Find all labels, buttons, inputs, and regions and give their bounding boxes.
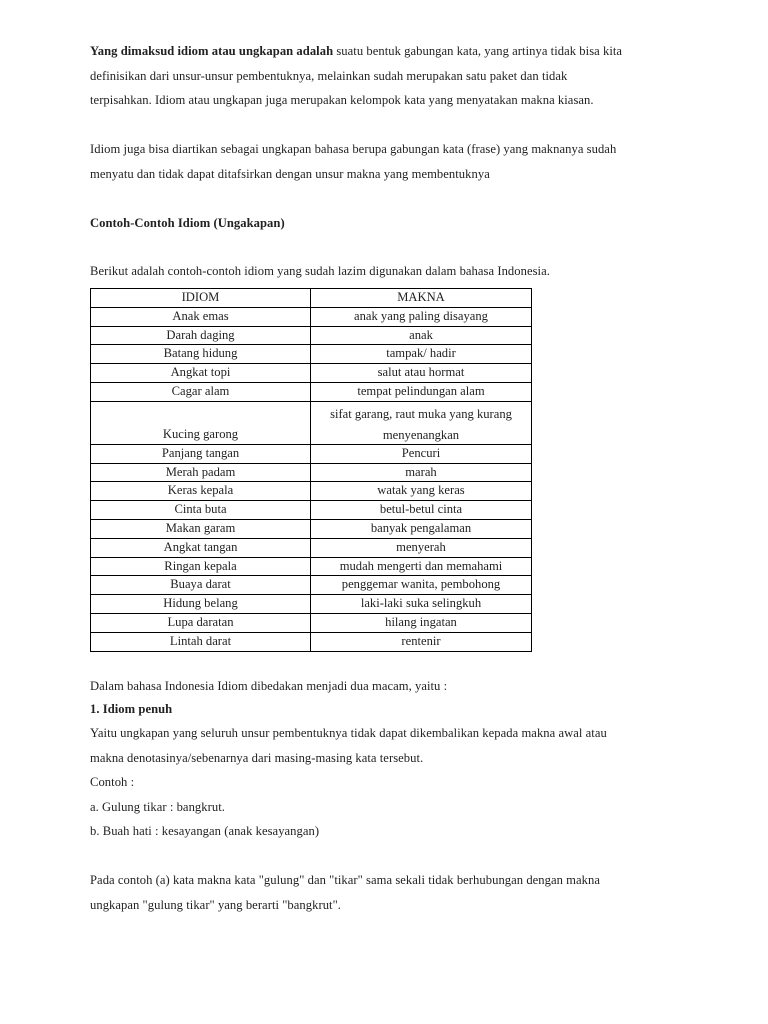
makna-cell: penggemar wanita, pembohong bbox=[311, 576, 532, 595]
type1-description bbox=[90, 721, 690, 844]
example-a: a. Gulung tikar : bangkrut. bbox=[90, 799, 225, 814]
section-heading: Contoh-Contoh Idiom (Ungakapan) bbox=[90, 216, 285, 230]
makna-cell: laki-laki suka selingkuh bbox=[311, 595, 532, 614]
makna-cell: marah bbox=[311, 463, 532, 482]
type1-desc-line-1: Yaitu ungkapan yang seluruh unsur pembentuknya tidak dapat dikembalikan kepada makna awal atau bbox=[90, 726, 607, 740]
makna-cell: Pencuri bbox=[311, 444, 532, 463]
makna-cell: mudah mengerti dan memahami bbox=[311, 557, 532, 576]
table-row bbox=[91, 632, 532, 651]
idiom-cell: Ringan kepala bbox=[91, 557, 311, 576]
idiom-cell: Cinta buta bbox=[91, 501, 311, 520]
intro-paragraph bbox=[90, 39, 690, 113]
table-row bbox=[91, 501, 532, 520]
table-row bbox=[91, 463, 532, 482]
idiom-cell: Lintah darat bbox=[91, 632, 311, 651]
idiom-cell: Kucing garong bbox=[91, 401, 311, 444]
idiom-cell: Makan garam bbox=[91, 519, 311, 538]
example-b: b. Buah hati : kesayangan (anak kesayangan) bbox=[90, 824, 320, 838]
makna-cell: tempat pelindungan alam bbox=[311, 382, 532, 401]
makna-cell bbox=[311, 401, 532, 444]
intro-line-1-rest: suatu bentuk gabungan kata, yang artinya tidak bisa kita bbox=[333, 44, 623, 58]
makna-cell: anak yang paling disayang bbox=[311, 307, 532, 326]
makna-cell-line-2: menyenangkan bbox=[382, 427, 460, 442]
second-paragraph bbox=[90, 137, 690, 186]
makna-cell-line-1: sifat garang, raut muka yang kurang bbox=[330, 406, 512, 421]
idiom-cell: Hidung belang bbox=[91, 595, 311, 614]
idiom-cell: Darah daging bbox=[91, 326, 311, 345]
table-row bbox=[91, 482, 532, 501]
makna-cell: menyerah bbox=[311, 538, 532, 557]
second-line-1: Idiom juga bisa diartikan sebagai ungkapan bahasa berupa gabungan kata (frase) yang maknanya sudah bbox=[90, 142, 617, 156]
makna-cell: hilang ingatan bbox=[311, 613, 532, 632]
table-row bbox=[91, 595, 532, 614]
makna-cell: salut atau hormat bbox=[311, 364, 532, 383]
table-row bbox=[91, 538, 532, 557]
makna-cell: anak bbox=[311, 326, 532, 345]
idiom-cell: Merah padam bbox=[91, 463, 311, 482]
type1-heading: 1. Idiom penuh bbox=[90, 702, 173, 716]
table-row bbox=[91, 382, 532, 401]
type1-desc-line-2: makna denotasinya/sebenarnya dari masing-masing kata tersebut. bbox=[90, 750, 424, 765]
idiom-cell: Buaya darat bbox=[91, 576, 311, 595]
closing-line-1: Pada contoh (a) kata makna kata "gulung" dan "tikar" sama sekali tidak berhubungan dengan makna bbox=[90, 873, 601, 887]
idiom-table bbox=[90, 288, 532, 652]
table-row bbox=[91, 307, 532, 326]
intro-bold-lead: Yang dimaksud idiom atau ungkapan adalah bbox=[90, 44, 334, 58]
makna-cell: rentenir bbox=[311, 632, 532, 651]
table-intro: Berikut adalah contoh-contoh idiom yang sudah lazim digunakan dalam bahasa Indonesia. bbox=[90, 264, 550, 278]
intro-line-1 bbox=[90, 39, 690, 64]
types-intro: Dalam bahasa Indonesia Idiom dibedakan menjadi dua macam, yaitu : bbox=[90, 679, 448, 693]
table-row bbox=[91, 519, 532, 538]
closing-paragraph bbox=[90, 868, 690, 917]
table-row bbox=[91, 401, 532, 444]
header-makna: MAKNA bbox=[311, 289, 532, 308]
idiom-cell: Angkat tangan bbox=[91, 538, 311, 557]
idiom-cell: Panjang tangan bbox=[91, 444, 311, 463]
idiom-cell: Anak emas bbox=[91, 307, 311, 326]
table-row bbox=[91, 557, 532, 576]
second-line-2: menyatu dan tidak dapat ditafsirkan dengan unsur makna yang membentuknya bbox=[90, 166, 490, 181]
idiom-cell: Cagar alam bbox=[91, 382, 311, 401]
idiom-cell: Lupa daratan bbox=[91, 613, 311, 632]
makna-cell: banyak pengalaman bbox=[311, 519, 532, 538]
idiom-cell: Angkat topi bbox=[91, 364, 311, 383]
intro-line-3: terpisahkan. Idiom atau ungkapan juga merupakan kelompok kata yang menyatakan makna kiasan. bbox=[90, 93, 594, 107]
table-row bbox=[91, 364, 532, 383]
idiom-cell: Batang hidung bbox=[91, 345, 311, 364]
table-header-row bbox=[91, 289, 532, 308]
table-row bbox=[91, 345, 532, 364]
intro-line-2: definisikan dari unsur-unsur pembentuknya, melainkan sudah merupakan satu paket dan tidak bbox=[90, 68, 568, 83]
table-row bbox=[91, 576, 532, 595]
idiom-cell: Keras kepala bbox=[91, 482, 311, 501]
header-idiom: IDIOM bbox=[91, 289, 311, 308]
table-row bbox=[91, 326, 532, 345]
table-row bbox=[91, 444, 532, 463]
closing-line-2: ungkapan "gulung tikar" yang berarti "bangkrut". bbox=[90, 897, 341, 912]
table-row bbox=[91, 613, 532, 632]
example-label: Contoh : bbox=[90, 775, 135, 789]
makna-cell: tampak/ hadir bbox=[311, 345, 532, 364]
makna-cell: betul-betul cinta bbox=[311, 501, 532, 520]
makna-cell: watak yang keras bbox=[311, 482, 532, 501]
